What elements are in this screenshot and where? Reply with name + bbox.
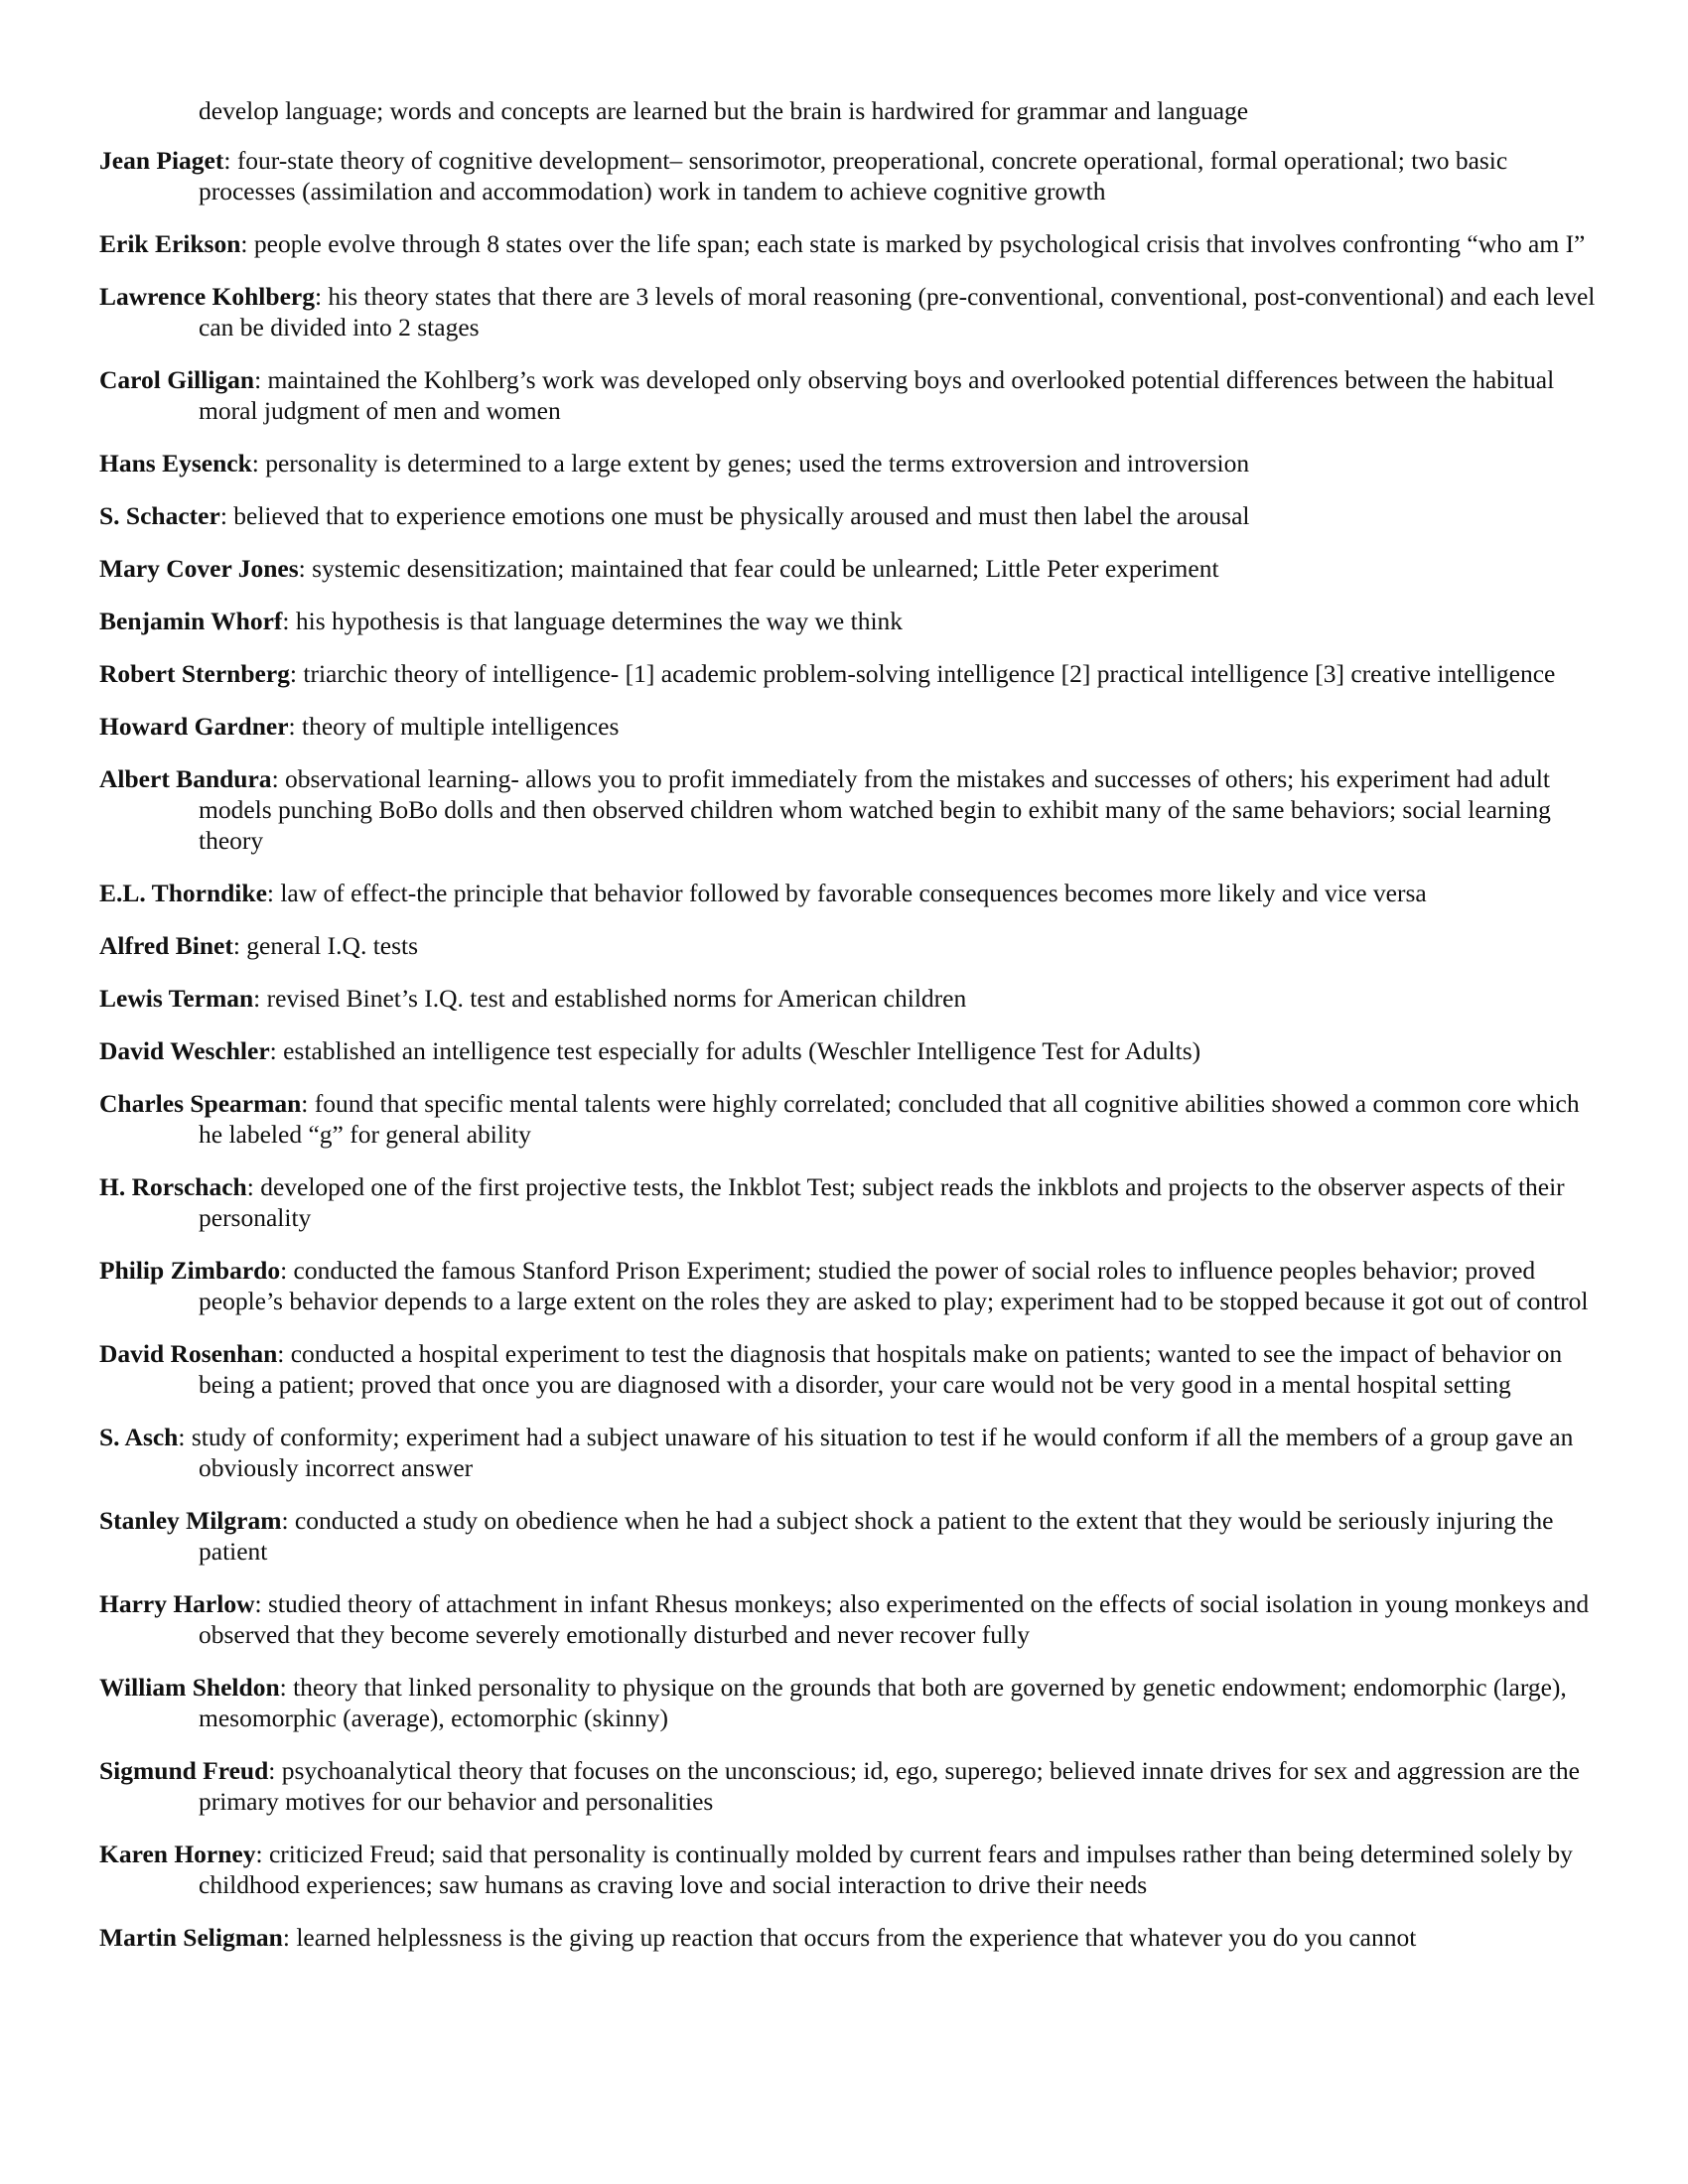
continuation-text: develop language; words and concepts are learned but the brain is hardwired for grammar and language [199, 96, 1249, 125]
entry-name: Robert Sternberg [99, 659, 290, 688]
entry-text: : maintained the Kohlberg’s work was developed only observing boys and overlooked potential differences between the habitual moral judgment of men and women [199, 365, 1555, 425]
entry-name: William Sheldon [99, 1673, 280, 1702]
entry [99, 364, 1609, 426]
entry [99, 145, 1609, 206]
entry-name: Carol Gilligan [99, 365, 255, 394]
entry-name: Benjamin Whorf [99, 607, 283, 635]
entry-text: : people evolve through 8 states over the life span; each state is marked by psychological crisis that involves confronting “who am I” [240, 229, 1586, 258]
entry-name: Howard Gardner [99, 712, 289, 741]
entry-text: : study of conformity; experiment had a subject unaware of his situation to test if he would conform if all the members of a group gave an obviously incorrect answer [178, 1423, 1574, 1482]
entry-name: Martin Seligman [99, 1923, 283, 1952]
entry-name: Sigmund Freud [99, 1756, 269, 1785]
entry-name: Lawrence Kohlberg [99, 282, 315, 311]
entry [99, 983, 1609, 1014]
entry-text: : observational learning- allows you to profit immediately from the mistakes and successes of others; his experiment had adult models punching BoBo dolls and then observed children whom watched begin to exhibit many of the same behaviors; social learning theory [199, 764, 1551, 855]
entry [99, 1338, 1609, 1400]
entry [99, 658, 1609, 689]
entry-text: : learned helplessness is the giving up reaction that occurs from the experience that whatever you do you cannot [282, 1923, 1417, 1952]
entry-name: Jean Piaget [99, 146, 224, 175]
entry-text: : general I.Q. tests [232, 931, 419, 960]
entry-name: Philip Zimbardo [99, 1256, 281, 1285]
entry-name: S. Asch [99, 1423, 179, 1451]
entry [99, 228, 1609, 259]
entry-list [99, 145, 1609, 1953]
entry-name: H. Rorschach [99, 1172, 247, 1201]
entry [99, 878, 1609, 908]
entry-name: Harry Harlow [99, 1589, 255, 1618]
entry [99, 1922, 1609, 1953]
entry-text: : personality is determined to a large extent by genes; used the terms extroversion and introversion [251, 449, 1250, 478]
entry-name: Stanley Milgram [99, 1506, 282, 1535]
entry-text: : conducted a hospital experiment to test the diagnosis that hospitals make on patients; wanted to see the impact of behavior on being a patient; proved that once you are diagnosed with a disorder, your care would not be very good in a mental hospital setting [199, 1339, 1563, 1399]
entry-text: : his hypothesis is that language determines the way we think [282, 607, 904, 635]
document-page [99, 95, 1609, 1975]
entry-name: Mary Cover Jones [99, 554, 299, 583]
entry [99, 1422, 1609, 1483]
entry-name: Albert Bandura [99, 764, 272, 793]
entry [99, 500, 1609, 531]
entry-text: : found that specific mental talents were highly correlated; concluded that all cognitive abilities showed a common core which he labeled “g” for general ability [199, 1089, 1580, 1149]
entry-text: : his theory states that there are 3 levels of moral reasoning (pre-conventional, conventional, post-conventional) and each level can be divided into 2 stages [199, 282, 1596, 341]
entry [99, 1255, 1609, 1316]
entry [99, 448, 1609, 478]
entry-text: : studied theory of attachment in infant Rhesus monkeys; also experimented on the effects of social isolation in young monkeys and observed that they become severely emotionally disturbed and never recover fully [199, 1589, 1590, 1649]
entry-text: : triarchic theory of intelligence- [1] academic problem-solving intelligence [2] practical intelligence [3] creative intelligence [289, 659, 1556, 688]
entry [99, 1505, 1609, 1567]
entry-name: Karen Horney [99, 1840, 256, 1868]
entry-name: Erik Erikson [99, 229, 241, 258]
entry [99, 711, 1609, 742]
entry [99, 1755, 1609, 1817]
entry-name: Hans Eysenck [99, 449, 252, 478]
entry [99, 1035, 1609, 1066]
entry [99, 763, 1609, 856]
entry [99, 281, 1609, 342]
entry-name: David Weschler [99, 1036, 270, 1065]
entry-text: : developed one of the first projective tests, the Inkblot Test; subject reads the inkblots and projects to the observer aspects of their personality [199, 1172, 1565, 1232]
entry-text: : psychoanalytical theory that focuses on the unconscious; id, ego, superego; believed innate drives for sex and aggression are the primary motives for our behavior and personalities [199, 1756, 1580, 1816]
entry [99, 1588, 1609, 1650]
entry [99, 1839, 1609, 1900]
entry [99, 1171, 1609, 1233]
entry-text: : theory that linked personality to physique on the grounds that both are governed by genetic endowment; endomorphic (large), mesomorphic (average), ectomorphic (skinny) [199, 1673, 1567, 1732]
entry [99, 553, 1609, 584]
entry-name: E.L. Thorndike [99, 879, 267, 907]
entry-name: David Rosenhan [99, 1339, 278, 1368]
entry [99, 1672, 1609, 1733]
entry-text: : conducted a study on obedience when he had a subject shock a patient to the extent that they would be seriously injuring the patient [199, 1506, 1554, 1566]
entry [99, 930, 1609, 961]
entry-text: : established an intelligence test especially for adults (Weschler Intelligence Test for Adults) [269, 1036, 1201, 1065]
entry [99, 1088, 1609, 1150]
entry-name: Charles Spearman [99, 1089, 302, 1118]
entry-text: : believed that to experience emotions one must be physically aroused and must then label the arousal [219, 501, 1250, 530]
entry-text: : criticized Freud; said that personality is continually molded by current fears and impulses rather than being determined solely by childhood experiences; saw humans as craving love and social interaction to drive their needs [199, 1840, 1573, 1899]
entry-text: : theory of multiple intelligences [288, 712, 620, 741]
entry-name: Alfred Binet [99, 931, 233, 960]
entry [99, 606, 1609, 636]
entry-name: Lewis Terman [99, 984, 254, 1013]
entry-text: : conducted the famous Stanford Prison Experiment; studied the power of social roles to influence peoples behavior; proved people’s behavior depends to a large extent on the roles they are asked to play; experiment had to be stopped because it got out of control [199, 1256, 1589, 1315]
entry-text: : law of effect-the principle that behavior followed by favorable consequences becomes more likely and vice versa [266, 879, 1427, 907]
entry-text: : systemic desensitization; maintained that fear could be unlearned; Little Peter experiment [298, 554, 1219, 583]
entry-name: S. Schacter [99, 501, 220, 530]
entry-text: : revised Binet’s I.Q. test and established norms for American children [253, 984, 967, 1013]
entry-text: : four-state theory of cognitive development– sensorimotor, preoperational, concrete operational, formal operational; two basic processes (assimilation and accommodation) work in tandem to achieve cognitive growth [199, 146, 1508, 205]
